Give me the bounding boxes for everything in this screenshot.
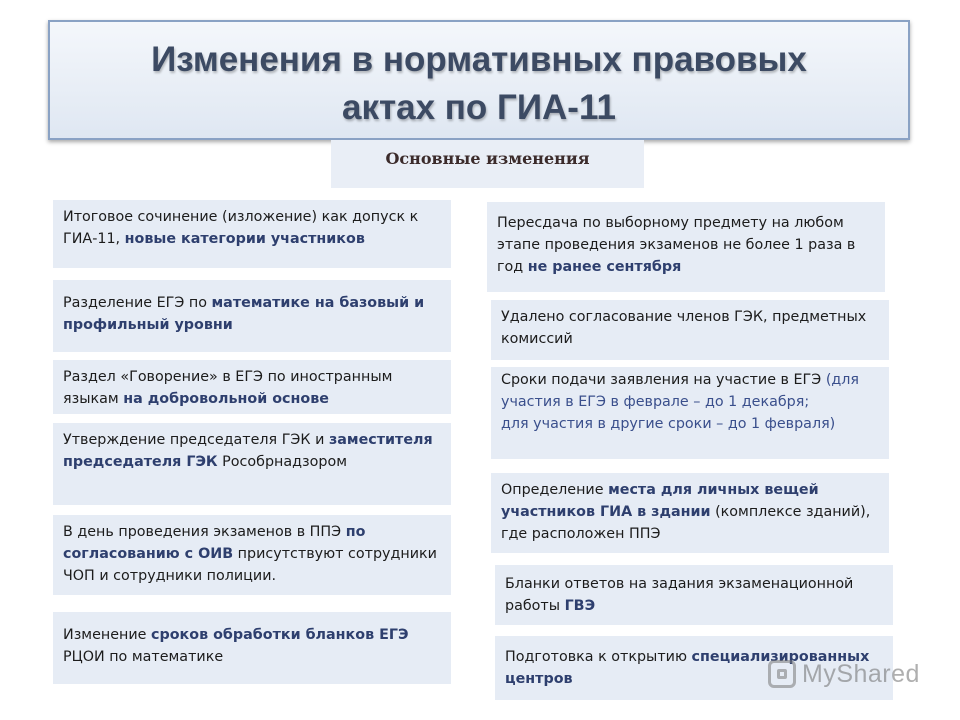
card-text-part: Рособрнадзором [217,454,347,470]
card-text-part: В день проведения экзаменов в ППЭ [63,524,346,540]
change-card-retake [487,202,885,292]
card-text-part: Пересдача по выборному предмету на любом этапе проведения экзаменов не более 1 раза в год [497,215,856,275]
card-text-part: места для личных вещей участников ГИА в здании [501,482,819,520]
change-card-personal-items [491,473,889,553]
card-text-part: специализированных центров [505,649,870,687]
section-subtitle: Основные изменения [331,140,644,188]
card-text-part: (комплексе зданий), где расположен ППЭ [501,504,871,542]
page-title [50,22,908,132]
change-card-gek-chair [53,423,451,505]
change-card-essay [53,200,451,268]
card-text-part: (для участия в ЕГЭ в феврале – до 1 декабря; [501,372,860,410]
change-card-security [53,515,451,595]
card-text-part: новые категории участников [124,231,365,247]
change-card-gve-forms [495,565,893,625]
card-text-part: Разделение ЕГЭ по [63,295,212,311]
title-banner [48,20,910,140]
myshared-logo-icon [768,660,796,688]
card-text-part: Определение [501,482,609,498]
card-text-part: присутствуют сотрудники ЧОП и сотрудники полиции. [63,546,437,584]
card-text-part: на добровольной основе [123,391,329,407]
change-card-removed-approval [491,300,889,360]
card-text-part: Раздел «Говорение» в ЕГЭ по иностранным языкам [63,369,393,407]
card-text-part: заместителя председателя ГЭК [63,432,433,470]
watermark [768,658,920,690]
card-text-part: Утверждение председателя ГЭК и [63,432,329,448]
page-title-line-1: Изменения в нормативных правовых [151,40,807,79]
card-text-part: для участия в другие сроки – до 1 февраля) [501,416,836,432]
change-card-application-deadlines [491,367,889,459]
watermark-text: MyShared [802,659,920,688]
card-text-part: Сроки подачи заявления на участие в ЕГЭ [501,372,826,388]
card-text-part: Подготовка к открытию [505,649,692,665]
page-title-line-2: актах по ГИА-11 [342,88,616,127]
change-card-processing [53,612,451,684]
change-card-math-levels [53,280,451,352]
card-text-part: РЦОИ по математике [63,649,224,665]
change-card-speaking [53,360,451,414]
card-text-part: ГВЭ [564,598,596,614]
card-text-part: Бланки ответов на задания экзаменационной работы [505,576,854,614]
card-text-part: математике на базовый и профильный уровни [63,295,425,333]
card-text-part: Изменение [63,627,152,643]
card-text-part: сроков обработки бланков ЕГЭ [151,627,409,643]
card-text-part: Удалено согласование членов ГЭК, предметных комиссий [501,309,867,347]
card-text-part: не ранее сентября [527,259,682,275]
card-text-part: по согласованию с ОИВ [63,524,366,562]
card-text-part: Итоговое сочинение (изложение) как допуск к ГИА-11, [63,209,419,247]
